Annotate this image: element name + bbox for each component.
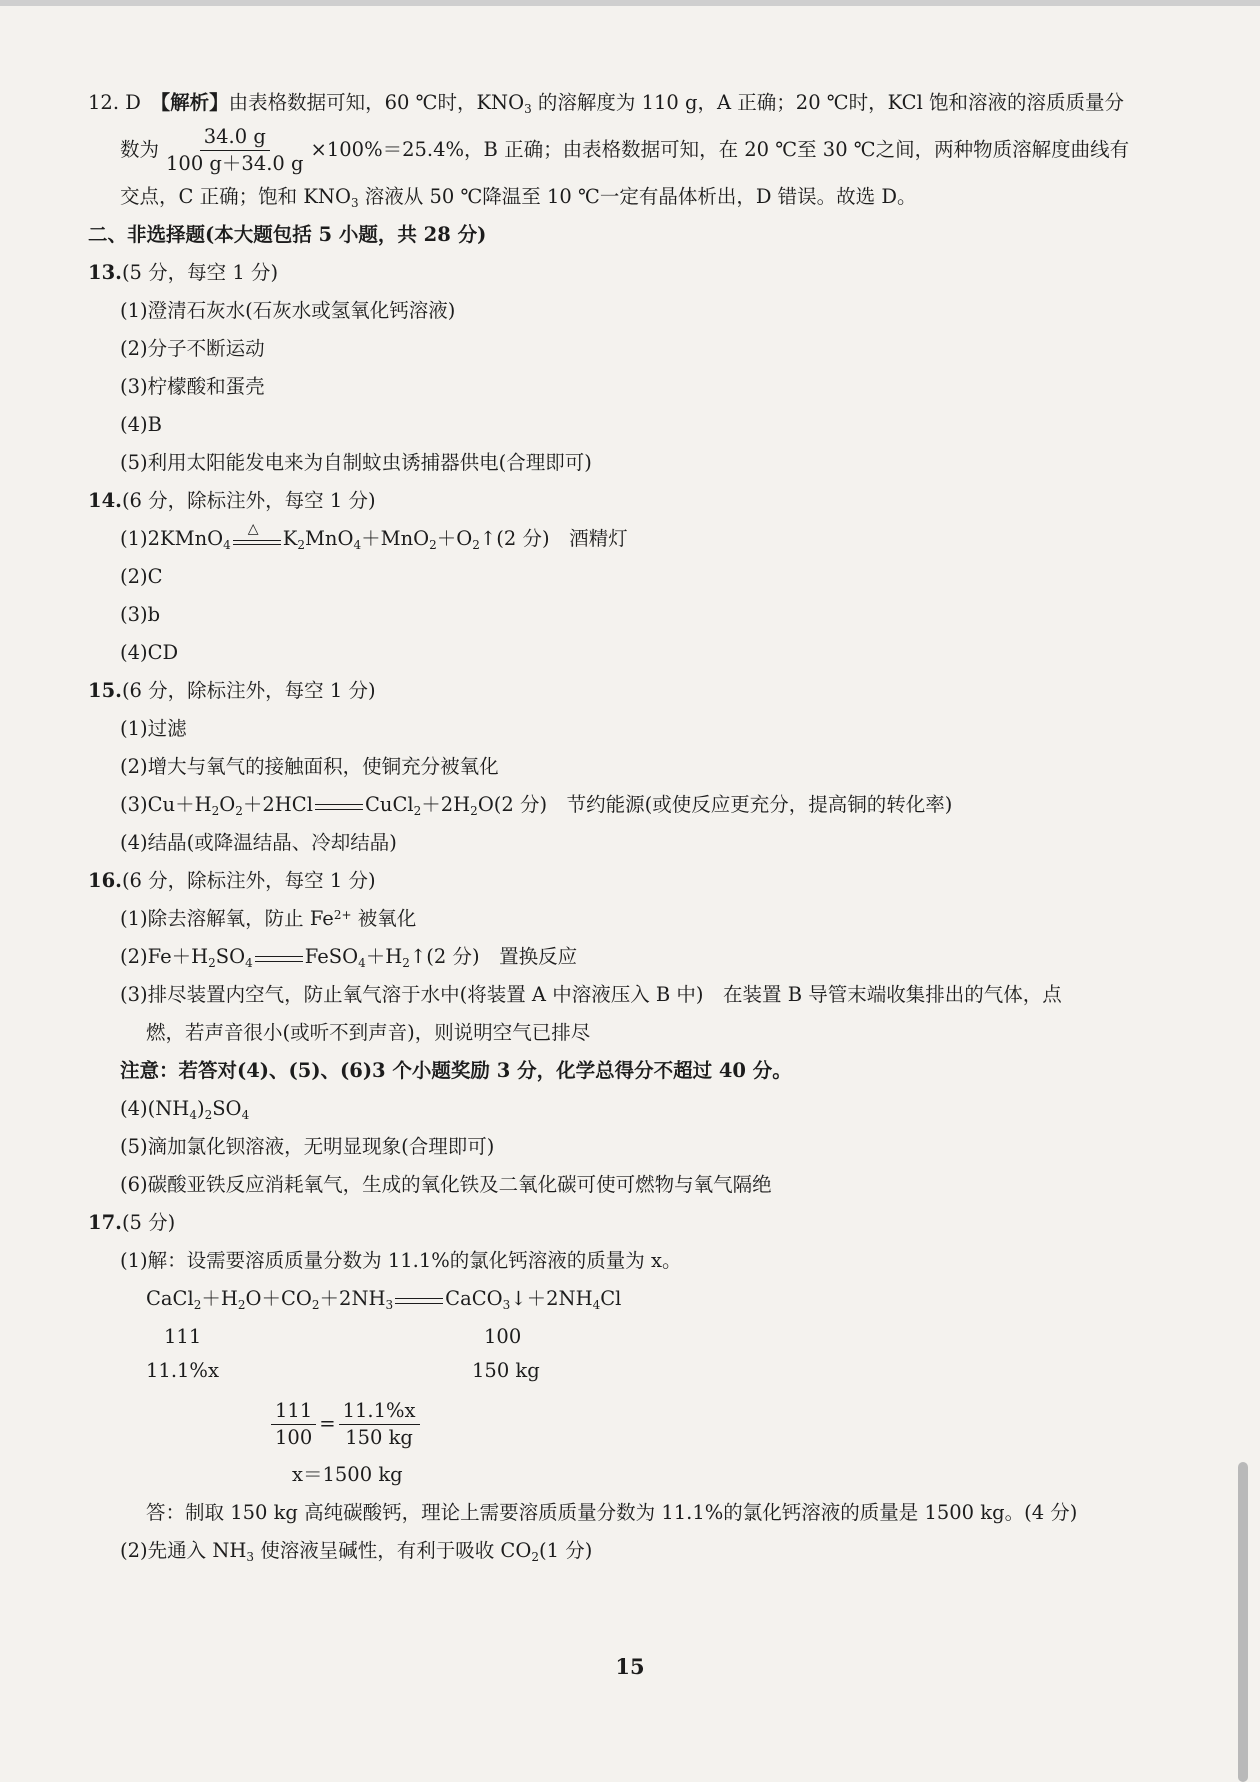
q16-answer-4: [88, 1090, 1178, 1128]
formula: O＋CO: [245, 1287, 312, 1310]
molar-mass-cacl2: 111: [164, 1325, 202, 1348]
formula-sub: 2: [235, 804, 243, 818]
question-number: 17.: [88, 1211, 122, 1234]
q15-header: [88, 672, 1178, 710]
q15-answer-2: (2)增大与氧气的接触面积，使铜充分被氧化: [120, 755, 499, 778]
fraction: [162, 124, 308, 177]
formula-sub: 2: [470, 804, 478, 818]
equals-sign: [313, 796, 365, 816]
bonus-note: 注意：若答对(4)、(5)、(6)3 个小题奖励 3 分，化学总得分不超过 40 分。: [120, 1059, 792, 1082]
formula-sub: 2: [237, 1298, 246, 1312]
q14-answer-4: (4)CD: [120, 641, 179, 664]
fraction-numerator: 11.1%x: [339, 1398, 420, 1425]
score-note: (6 分，除标注外，每空 1 分): [121, 489, 376, 512]
q13-answer-3: (3)柠檬酸和蛋壳: [120, 375, 265, 398]
analysis-tag: 【解析】: [160, 91, 229, 114]
q12-text: ×100%＝25.4%，B 正确；由表格数据可知，在 20 ℃至 30 ℃之间，两种物质溶解度曲线有: [310, 138, 1130, 161]
formula: ): [196, 1097, 205, 1120]
formula-sub: 4: [592, 1298, 601, 1312]
fraction-denominator: 150 kg: [345, 1426, 413, 1449]
formula-sub: 4: [245, 956, 253, 970]
score-note: (6 分，除标注外，每空 1 分): [121, 679, 376, 702]
q16-answer-3: (3)排尽装置内空气，防止氧气溶于水中(将装置 A 中溶液压入 B 中) 在装置 B 导管末端收集排出的气体，点: [120, 983, 1062, 1006]
mass-cacl2: 11.1%x: [146, 1359, 219, 1382]
q12-text: 的溶解度为 110 g，A 正确；20 ℃时，KCl 饱和溶液的溶质质量分: [531, 91, 1125, 114]
formula: ↑(2 分) 置换反应: [409, 945, 578, 968]
formula-sub: 2: [204, 1108, 213, 1122]
formula: ＋2H: [421, 793, 471, 816]
q12-text: 交点，C 正确；饱和 KNO: [120, 185, 351, 208]
score-note: (5 分，每空 1 分): [121, 261, 279, 284]
q12-text: 数为: [120, 138, 160, 161]
heat-symbol: △: [247, 520, 259, 537]
q17-answer-2: [88, 1532, 1178, 1570]
q14-header: [88, 482, 1178, 520]
q12-label: 12. D: [88, 91, 161, 114]
q17-equation: [88, 1280, 1178, 1318]
formula-sub: 2: [211, 804, 220, 818]
fraction-numerator: 111: [271, 1398, 316, 1425]
heat-equals-sign: [231, 520, 283, 550]
formula-sub: 2: [311, 1298, 320, 1312]
q12-sub: 3: [524, 102, 532, 116]
formula-sub: 2: [429, 538, 437, 552]
formula-sub: 2: [531, 1550, 539, 1564]
formula-sub: 3: [246, 1550, 255, 1564]
formula: O: [219, 793, 236, 816]
q13-answer-1: (1)澄清石灰水(石灰水或氢氧化钙溶液): [120, 299, 456, 322]
formula: CaCO: [445, 1287, 503, 1310]
formula: SO: [215, 945, 246, 968]
proportion: [88, 1392, 1178, 1456]
q15-answer-4: (4)结晶(或降温结晶、冷却结晶): [120, 831, 397, 854]
formula: (1)2KMnO: [120, 527, 224, 550]
formula-sub: 2: [402, 956, 410, 970]
q16-answer-3-cont: 燃，若声音很小(或听不到声音)，则说明空气已排尽: [146, 1021, 591, 1044]
formula-sup: 2+: [333, 908, 352, 922]
formula-sub: 2: [297, 538, 305, 552]
equals-sign: [393, 1290, 445, 1310]
equals-text: =: [319, 1412, 336, 1435]
equals-sign: [253, 948, 305, 968]
formula-sub: 4: [358, 956, 366, 970]
molar-mass-caco3: 100: [484, 1325, 522, 1348]
formula: ＋2NH: [319, 1287, 386, 1310]
formula: ＋H: [201, 1287, 238, 1310]
q12-sub: 3: [350, 196, 359, 210]
formula: ＋H: [365, 945, 403, 968]
formula-sub: 4: [223, 538, 231, 552]
formula-sub: 3: [385, 1298, 394, 1312]
q16-answer-1: [88, 900, 1178, 938]
q13-answer-2: (2)分子不断运动: [120, 337, 265, 360]
fraction-denominator: 100 g＋34.0 g: [166, 152, 304, 175]
answer-text: (1 分): [538, 1539, 593, 1562]
q12-text: 由表格数据可知，60 ℃时，KNO: [228, 91, 525, 114]
fraction-left: [271, 1398, 316, 1451]
answer-text: 使溶液呈碱性，有利于吸收 CO: [254, 1539, 532, 1562]
section-title: 二、非选择题(本大题包括 5 小题，共 28 分): [88, 223, 487, 246]
q17-result: x＝1500 kg: [292, 1463, 403, 1486]
q15-answer-1: (1)过滤: [120, 717, 187, 740]
answer-text: (2)先通入 NH: [120, 1539, 247, 1562]
q17-conclusion: 答：制取 150 kg 高纯碳酸钙，理论上需要溶质质量分数为 11.1%的氯化钙溶液的质量是 1500 kg。(4 分): [146, 1501, 1078, 1524]
q13-answer-4: (4)B: [120, 413, 162, 436]
top-edge: [0, 0, 1260, 6]
answer-text: 被氧化: [351, 907, 417, 930]
mass-row: [88, 1352, 1178, 1392]
scrollbar-thumb[interactable]: [1238, 1462, 1248, 1782]
formula-sub: 2: [208, 956, 216, 970]
q12-line-2: [88, 122, 1178, 178]
q17-header: [88, 1204, 1178, 1242]
formula: CuCl: [364, 793, 414, 816]
formula-sub: 2: [472, 538, 480, 552]
formula: SO: [212, 1097, 242, 1120]
question-number: 14.: [88, 489, 122, 512]
q14-answer-1: [88, 520, 1178, 558]
formula: ＋MnO: [361, 527, 430, 550]
formula: K: [282, 527, 298, 550]
question-number: 15.: [88, 679, 122, 702]
formula: ↑(2 分) 酒精灯: [479, 527, 628, 550]
q15-answer-3: [88, 786, 1178, 824]
formula: Cl: [600, 1287, 622, 1310]
formula-sub: 4: [241, 1108, 250, 1122]
q14-answer-2: (2)C: [120, 565, 163, 588]
answer-page: [88, 84, 1178, 1570]
fraction-numerator: 34.0 g: [200, 124, 270, 151]
q13-header: [88, 254, 1178, 292]
mass-caco3: 150 kg: [472, 1359, 540, 1382]
question-number: 13.: [88, 261, 122, 284]
q12-text: 溶液从 50 ℃降温至 10 ℃一定有晶体析出，D 错误。故选 D。: [358, 185, 917, 208]
formula: CaCl: [146, 1287, 194, 1310]
q16-header: [88, 862, 1178, 900]
formula-sub: 2: [413, 804, 422, 818]
formula: O(2 分) 节约能源(或使反应更充分，提高铜的转化率): [477, 793, 953, 816]
page-number: 15: [615, 1654, 645, 1679]
formula: (2)Fe＋H: [120, 945, 209, 968]
formula: MnO: [304, 527, 354, 550]
q16-answer-2: [88, 938, 1178, 976]
formula: ＋O: [436, 527, 473, 550]
formula: ＋2HCl: [242, 793, 313, 816]
q12-line-3: [88, 178, 1178, 216]
formula-sub: 2: [193, 1298, 202, 1312]
formula: (3)Cu＋H: [120, 793, 212, 816]
formula-sub: 4: [353, 538, 362, 552]
formula-sub: 4: [189, 1108, 197, 1122]
formula-sub: 3: [502, 1298, 511, 1312]
score-note: (6 分，除标注外，每空 1 分): [121, 869, 376, 892]
q16-answer-6: (6)碳酸亚铁反应消耗氧气，生成的氧化铁及二氧化碳可使可燃物与氧气隔绝: [120, 1173, 772, 1196]
question-number: 16.: [88, 869, 122, 892]
score-note: (5 分): [121, 1211, 176, 1234]
q12-line-1: [88, 84, 1178, 122]
formula: ↓＋2NH: [510, 1287, 593, 1310]
molar-mass-row: [88, 1318, 1178, 1352]
formula: FeSO: [304, 945, 359, 968]
fraction-right: [339, 1398, 420, 1451]
answer-text: (1)除去溶解氧，防止 Fe: [120, 907, 334, 930]
q13-answer-5: (5)利用太阳能发电来为自制蚊虫诱捕器供电(合理即可): [120, 451, 592, 474]
q17-answer-1: (1)解：设需要溶质质量分数为 11.1%的氯化钙溶液的质量为 x。: [120, 1249, 682, 1272]
fraction-denominator: 100: [275, 1426, 313, 1449]
formula: (4)(NH: [120, 1097, 190, 1120]
q16-answer-5: (5)滴加氯化钡溶液，无明显现象(合理即可): [120, 1135, 495, 1158]
q14-answer-3: (3)b: [120, 603, 161, 626]
